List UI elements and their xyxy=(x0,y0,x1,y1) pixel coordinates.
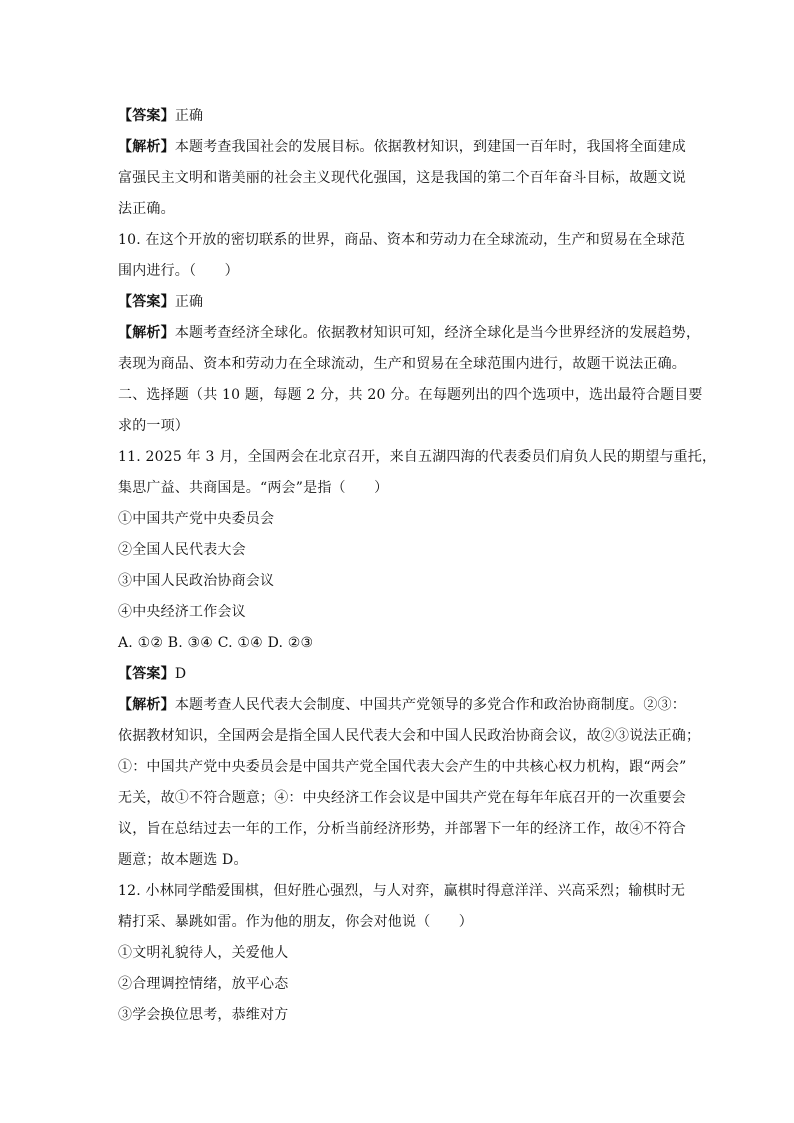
answer-text: 正确 xyxy=(174,108,204,124)
answer-text: D xyxy=(174,666,187,682)
answer-text: 正确 xyxy=(174,294,204,310)
text-line: 议，旨在总结过去一年的工作，分析当前经济形势，并部署下一年的经济工作，故④不符合 xyxy=(118,821,686,837)
analysis-line-q11 xyxy=(118,690,688,721)
text-line: 求的一项） xyxy=(118,418,189,434)
option-item: ③学会换位思考，恭维对方 xyxy=(118,1007,289,1023)
option-item: ①中国共产党中央委员会 xyxy=(118,511,275,527)
answer-line-q10 xyxy=(118,287,688,318)
choice-options: A. ①② B. ③④ C. ①④ D. ②③ xyxy=(118,635,314,651)
option-item: ①文明礼貌待人，关爱他人 xyxy=(118,945,289,961)
text-line: 精打采、暴跳如雷。作为他的朋友，你会对他说（ ） xyxy=(118,914,473,930)
answer-line-q9 xyxy=(118,101,688,132)
analysis-line-q10 xyxy=(118,318,701,349)
question-12: 12. 小林同学酷爱围棋，但好胜心强烈，与人对弈，赢棋时得意洋洋、兴高采烈；输棋时无 xyxy=(118,883,686,899)
text-line: ①：中国共产党中央委员会是中国共产党全国代表大会产生的中共核心权力机构，跟“两会” xyxy=(118,759,687,775)
section-heading: 二、选择题（共 10 题，每题 2 分，共 20 分。在每题列出的四个选项中，选出最符合题目要 xyxy=(118,387,703,403)
text-line: 集思广益、共商国是。“两会”是指（ ） xyxy=(118,480,389,496)
analysis-text: 本题考查人民代表大会制度、中国共产党领导的多党合作和政治协商制度。②③： xyxy=(174,697,687,713)
analysis-text: 本题考查经济全球化。依据教材知识可知，经济全球化是当今世界经济的发展趋势， xyxy=(174,325,701,341)
question-11: 11. 2025 年 3 月，全国两会在北京召开，来自五湖四海的代表委员们肩负人民的期望与重托， xyxy=(118,449,717,465)
analysis-tag: 【解析】 xyxy=(118,697,175,713)
analysis-tag: 【解析】 xyxy=(118,139,175,155)
analysis-line-q9 xyxy=(118,132,688,163)
option-item: ②合理调控情绪，放平心态 xyxy=(118,976,289,992)
answer-tag: 【答案】 xyxy=(118,108,175,124)
analysis-text: 本题考查我国社会的发展目标。依据教材知识，到建国一百年时，我国将全面建成 xyxy=(174,139,687,155)
text-line: 围内进行。（ ） xyxy=(118,263,239,279)
answer-tag: 【答案】 xyxy=(118,294,175,310)
answer-line-q11 xyxy=(118,659,688,690)
text-line: 表现为商品、资本和劳动力在全球流动，生产和贸易在全球范围内进行，故题干说法正确。 xyxy=(118,356,686,372)
answer-tag: 【答案】 xyxy=(118,666,175,682)
text-line: 题意；故本题选 D。 xyxy=(118,852,248,868)
analysis-tag: 【解析】 xyxy=(118,325,175,341)
option-item: ④中央经济工作会议 xyxy=(118,604,246,620)
option-item: ③中国人民政治协商会议 xyxy=(118,573,275,589)
text-line: 富强民主文明和谐美丽的社会主义现代化强国，这是我国的第二个百年奋斗目标，故题文说 xyxy=(118,170,686,186)
text-line: 依据教材知识，全国两会是指全国人民代表大会和中国人民政治协商会议，故②③说法正确； xyxy=(118,728,701,744)
text-line: 法正确。 xyxy=(118,201,175,217)
text-line: 无关，故①不符合题意；④：中央经济工作会议是中国共产党在每年年底召开的一次重要会 xyxy=(118,790,686,806)
document-body xyxy=(118,101,717,1031)
question-10: 10. 在这个开放的密切联系的世界，商品、资本和劳动力在全球流动，生产和贸易在全球范 xyxy=(118,232,686,248)
option-item: ②全国人民代表大会 xyxy=(118,542,246,558)
